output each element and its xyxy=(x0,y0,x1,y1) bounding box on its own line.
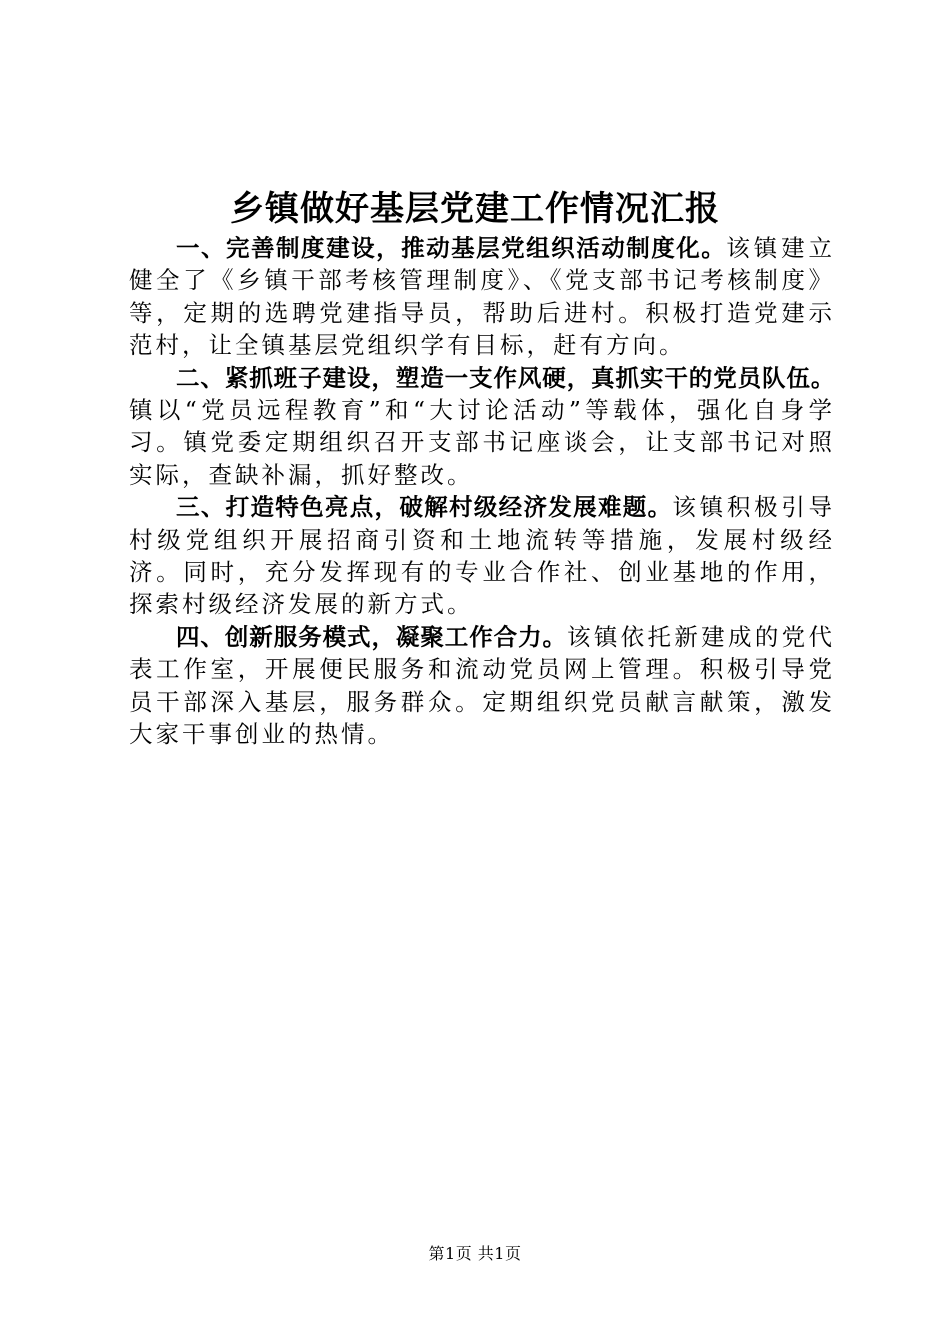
document-title: 乡镇做好基层党建工作情况汇报 xyxy=(230,189,720,229)
paragraph-heading: 三、打造特色亮点，破解村级经济发展难题。 xyxy=(176,493,673,522)
paragraph-1 xyxy=(129,232,835,362)
paragraph-text: 该镇建立健全了《乡镇干部考核管理制度》、《党支部书记考核制度》等，定期的选聘党建指导员，帮助后进村。积极打造党建示范村，让全镇基层党组织学有目标，赶有方向。 xyxy=(129,234,836,360)
document-body xyxy=(129,232,835,751)
paragraph-text: 该镇依托新建成的党代表工作室，开展便民服务和流动党员网上管理。积极引导党员干部深入基层，服务群众。定期组织党员献言献策，激发大家干事创业的热情。 xyxy=(129,622,836,749)
paragraph-heading: 一、完善制度建设，推动基层党组织活动制度化。 xyxy=(176,234,727,262)
paragraph-2 xyxy=(129,362,835,492)
paragraph-3 xyxy=(129,491,835,621)
paragraph-text: 镇以“党员远程教育”和“大讨论活动”等载体，强化自身学习。镇党委定期组织召开支部书记座谈会，让支部书记对照实际，查缺补漏，抓好整改。 xyxy=(129,396,835,489)
paragraph-heading: 四、创新服务模式，凝聚工作合力。 xyxy=(176,622,567,651)
page-number-footer: 第1页 共1页 xyxy=(428,1244,522,1263)
paragraph-4 xyxy=(129,621,835,751)
paragraph-heading: 二、紧抓班子建设，塑造一支作风硬，真抓实干的党员队伍。 xyxy=(176,363,835,392)
paragraph-text: 该镇积极引导村级党组织开展招商引资和土地流转等措施，发展村级经济。同时，充分发挥现有的专业合作社、创业基地的作用，探索村级经济发展的新方式。 xyxy=(129,493,836,619)
